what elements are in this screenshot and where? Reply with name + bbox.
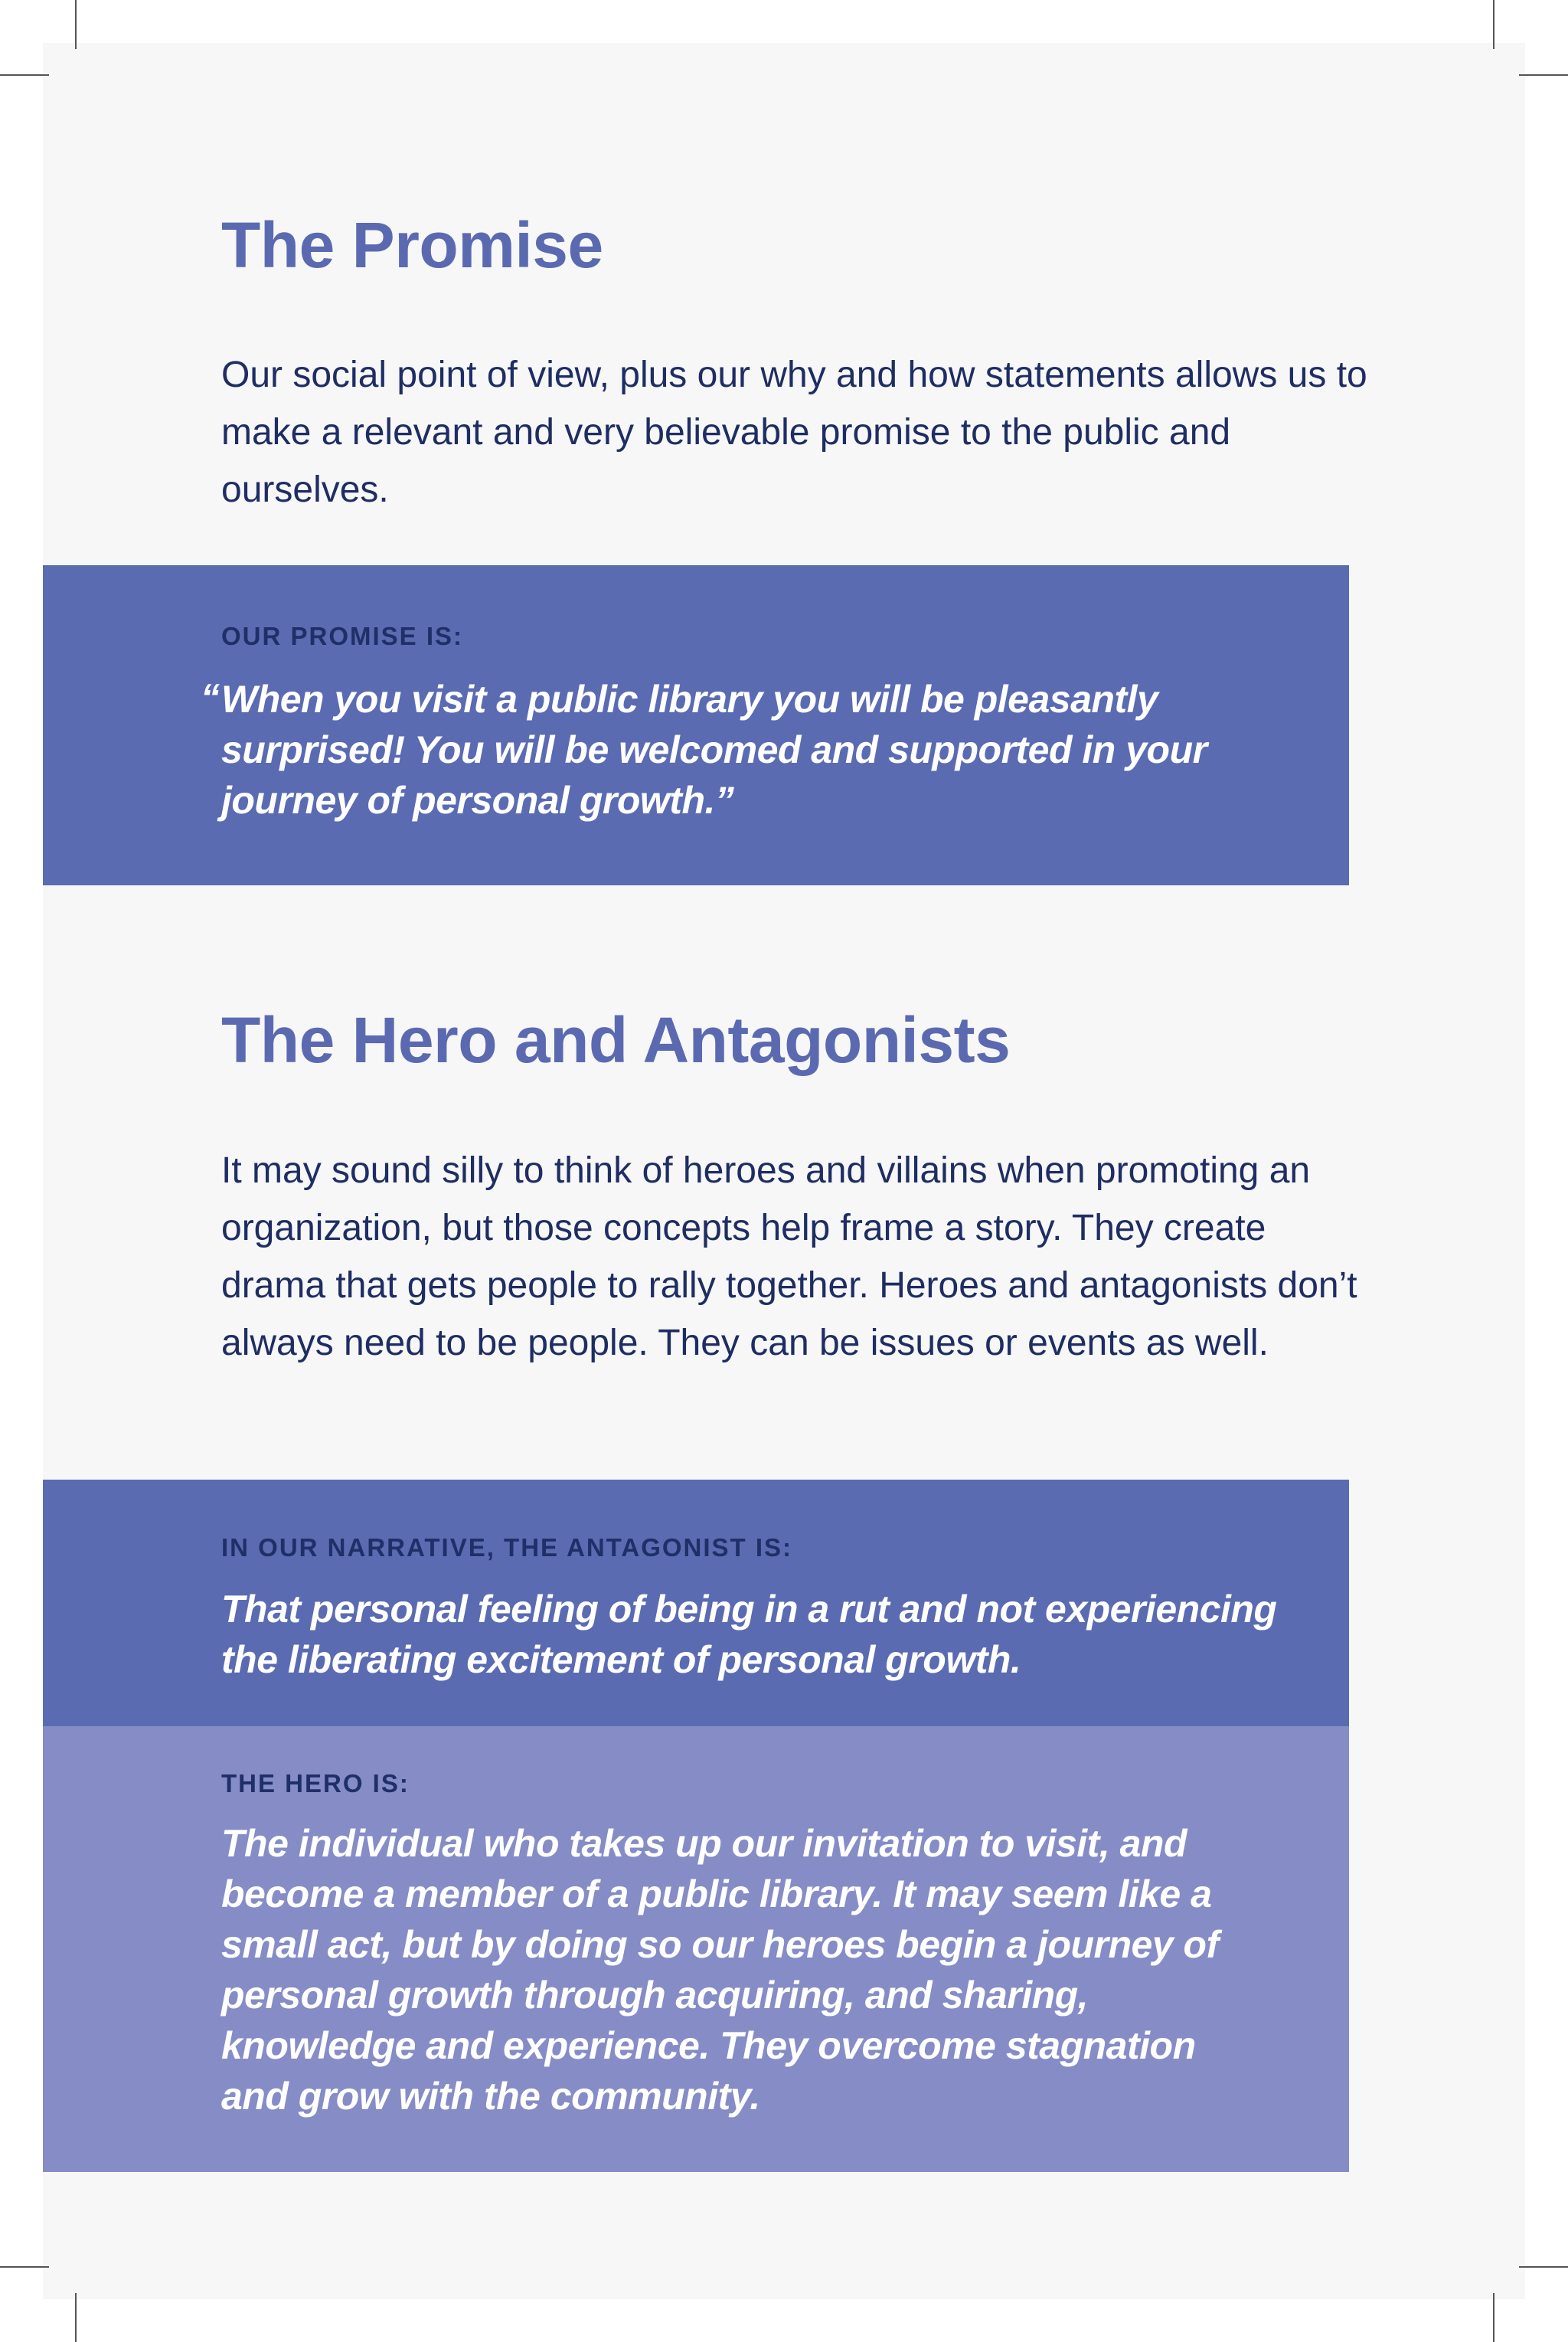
crop-mark-top-right bbox=[1493, 0, 1494, 49]
hero-text: The individual who takes up our invitation to visit, and become a member of a public library. It may seem like a small act, but by doing so our heroes begin a journey of personal growth through acquiring, and sharing, knowledge and experience. They overcome stagnation and grow with the community. bbox=[221, 1822, 1219, 2118]
promise-heading: The Promise bbox=[221, 209, 603, 281]
crop-mark-bottom-right-h bbox=[1519, 2266, 1568, 2268]
antagonist-label: IN OUR NARRATIVE, THE ANTAGONIST IS: bbox=[221, 1533, 793, 1562]
crop-mark-bottom-left bbox=[75, 2293, 77, 2342]
crop-mark-top-left bbox=[75, 0, 77, 49]
hero-label: THE HERO IS: bbox=[221, 1769, 410, 1797]
crop-mark-bottom-right bbox=[1493, 2293, 1494, 2342]
hero-antagonists-body: It may sound silly to think of heroes and villains when promoting an organization, but those concepts help frame a story. They create drama that gets people to rally together. Heroes and antagonists don’t always need to be people. They can be issues or events as well. bbox=[221, 1150, 1357, 1363]
antagonist-text: That personal feeling of being in a rut and not experiencing the liberating excitement of personal growth. bbox=[221, 1588, 1277, 1681]
promise-band bbox=[43, 565, 1349, 885]
crop-mark-bottom-left-h bbox=[0, 2266, 49, 2268]
hero-antagonists-heading: The Hero and Antagonists bbox=[221, 1004, 1011, 1076]
promise-open-quote: “ bbox=[201, 676, 220, 719]
promise-body: Our social point of view, plus our why and how statements allows us to make a relevant and very believable promise to the public and ourselves. bbox=[221, 355, 1367, 510]
crop-mark-top-right-h bbox=[1519, 74, 1568, 76]
promise-label: OUR PROMISE IS: bbox=[221, 622, 464, 650]
hero-band bbox=[43, 1726, 1349, 2172]
antagonist-band bbox=[43, 1480, 1349, 1726]
promise-quote: When you visit a public library you will be pleasantly surprised! You will be welcomed and supported in your journey of personal growth.” bbox=[221, 678, 1207, 822]
crop-mark-top-left-h bbox=[0, 74, 49, 76]
